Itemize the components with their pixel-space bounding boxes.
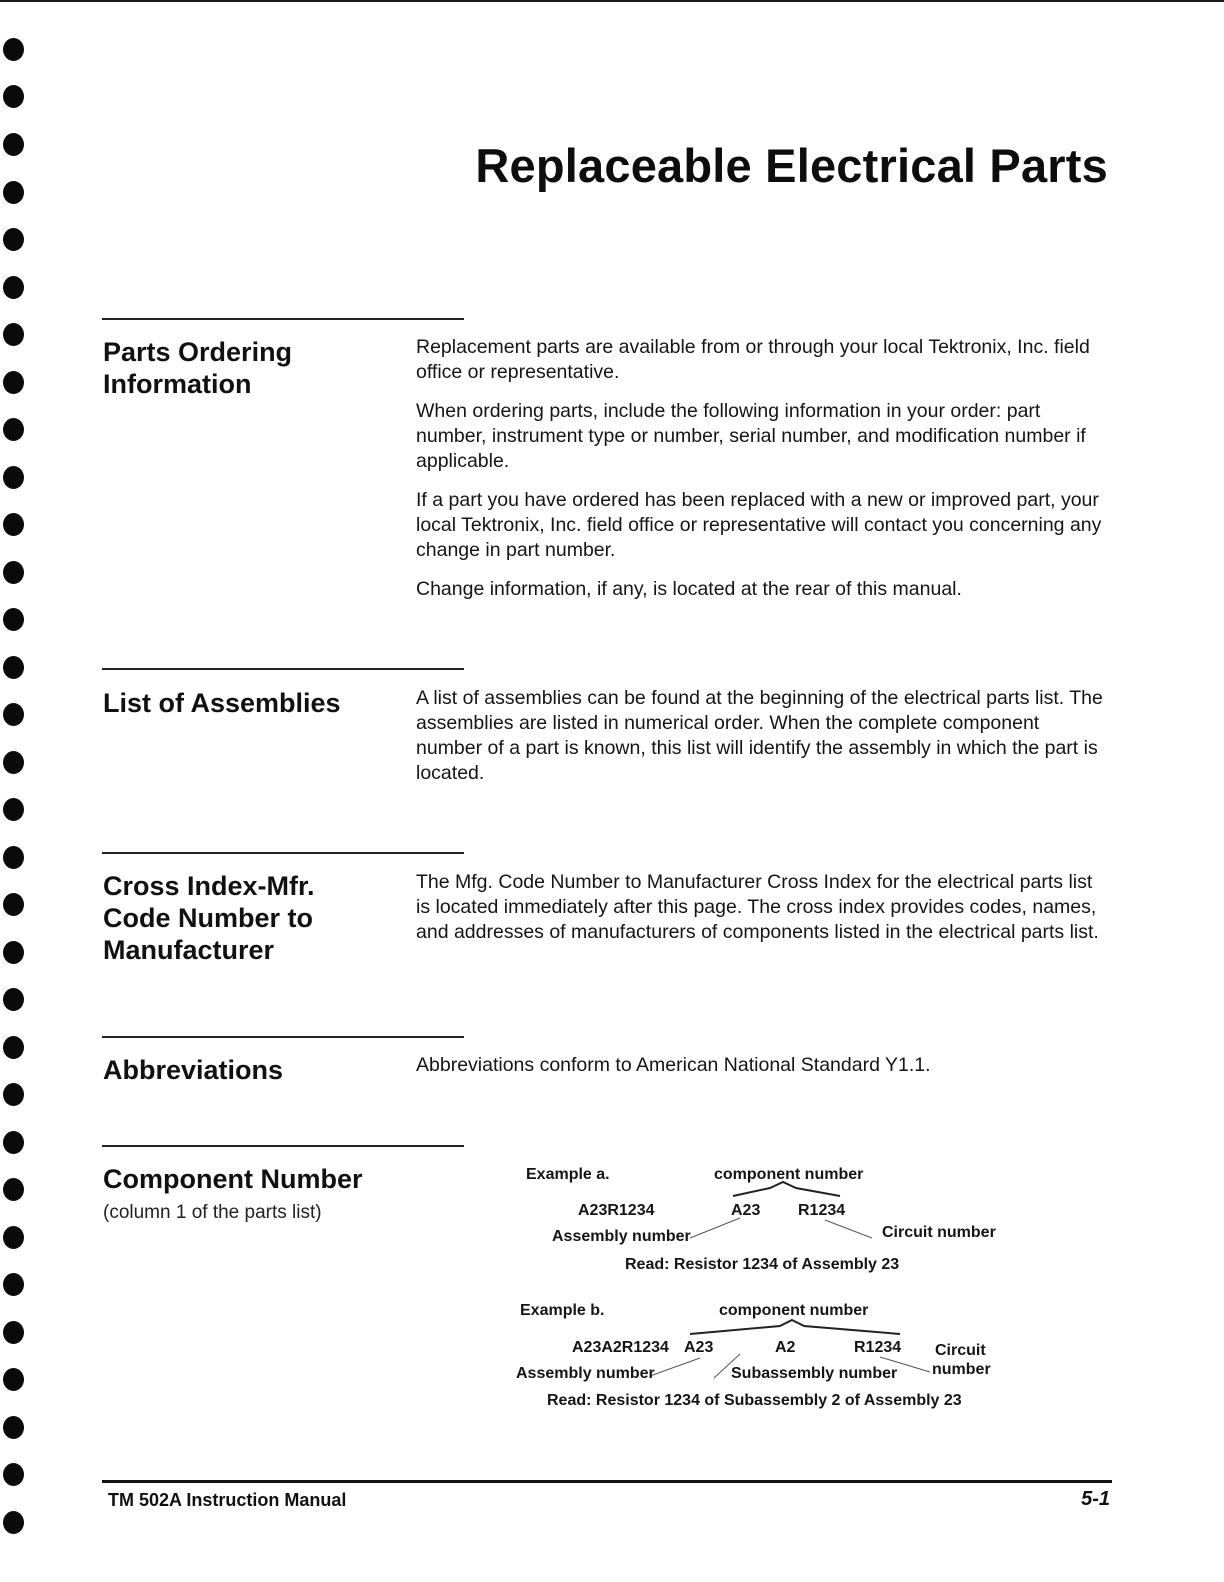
section-rule	[102, 1036, 464, 1038]
footer-page-number: 5-1	[1081, 1488, 1110, 1510]
binder-hole	[3, 1131, 24, 1154]
example-b-label: Example b.	[520, 1302, 605, 1319]
example-b-circuit-label-line2: number	[932, 1361, 991, 1378]
example-b-circuit: R1234	[854, 1339, 902, 1356]
example-b-subassembly-label: Subassembly number	[731, 1365, 898, 1382]
binder-hole	[3, 228, 24, 251]
section-heading-list-of-assemblies: List of Assemblies	[103, 688, 341, 718]
section-heading-abbreviations: Abbreviations	[103, 1055, 284, 1085]
example-b-component-label: component number	[719, 1302, 869, 1319]
example-b-circuit-label-line1: Circuit	[935, 1342, 986, 1359]
example-b-subassembly: A2	[775, 1339, 796, 1356]
paragraph: A list of assemblies can be found at the beginning of the electrical parts list. The assemblies are listed in numerical order. When the complete component number of a part is known, this list will identify the assembly in which the part is located.	[416, 687, 1103, 784]
binder-hole	[3, 323, 24, 346]
paragraph: Change information, if any, is located at the rear of this manual.	[416, 578, 962, 600]
binder-hole	[3, 466, 24, 489]
binder-hole	[3, 1226, 24, 1249]
section-heading-parts-ordering: Parts Ordering Information	[103, 337, 293, 399]
example-a-circuit: R1234	[798, 1202, 846, 1219]
binder-holes	[0, 0, 40, 1582]
binder-hole	[3, 988, 24, 1011]
binder-hole	[3, 846, 24, 869]
section-body-abbreviations	[416, 1053, 1106, 1092]
example-a-circuit-label: Circuit number	[882, 1224, 996, 1241]
section-body-parts-ordering	[416, 335, 1106, 616]
paragraph: When ordering parts, include the following information in your order: part number, instrument type or number, serial number, and modification number if applicable.	[416, 400, 1086, 472]
binder-hole	[3, 1511, 24, 1534]
section-subheading-component-number: (column 1 of the parts list)	[103, 1202, 322, 1223]
example-a-assembly-label: Assembly number	[552, 1228, 691, 1245]
footer-rule	[102, 1480, 1112, 1483]
binder-hole	[3, 418, 24, 441]
example-b-read: Read: Resistor 1234 of Subassembly 2 of Assembly 23	[547, 1392, 962, 1409]
binder-hole	[3, 656, 24, 679]
component-number-diagram	[500, 1160, 1060, 1430]
paragraph: The Mfg. Code Number to Manufacturer Cross Index for the electrical parts list is located immediately after this page. The cross index provides codes, names, and addresses of manufacturers of components listed in the electrical parts list.	[416, 871, 1099, 943]
binder-hole	[3, 38, 24, 61]
example-a-full-code: A23R1234	[578, 1202, 655, 1219]
footer-manual-title: TM 502A Instruction Manual	[108, 1490, 347, 1510]
binder-hole	[3, 513, 24, 536]
section-rule	[102, 1145, 464, 1147]
binder-hole	[3, 1416, 24, 1439]
binder-hole	[3, 1178, 24, 1201]
section-heading-component-number: Component Number	[103, 1164, 363, 1194]
section-body-list-of-assemblies	[416, 686, 1106, 800]
binder-hole	[3, 1463, 24, 1486]
example-a-read: Read: Resistor 1234 of Assembly 23	[625, 1256, 900, 1273]
binder-hole	[3, 276, 24, 299]
binder-hole	[3, 703, 24, 726]
paragraph: Abbreviations conform to American National Standard Y1.1.	[416, 1054, 931, 1076]
leader-assembly-b	[650, 1358, 700, 1376]
example-a-label: Example a.	[526, 1166, 610, 1183]
binder-hole	[3, 561, 24, 584]
binder-hole	[3, 85, 24, 108]
section-rule	[102, 852, 464, 854]
brace-a	[733, 1182, 840, 1196]
binder-hole	[3, 941, 24, 964]
binder-hole	[3, 1321, 24, 1344]
binder-hole	[3, 893, 24, 916]
binder-hole	[3, 181, 24, 204]
leader-assembly-a	[690, 1218, 740, 1238]
binder-hole	[3, 1368, 24, 1391]
section-body-cross-index	[416, 870, 1106, 959]
paragraph: Replacement parts are available from or through your local Tektronix, Inc. field office or representative.	[416, 336, 1090, 383]
example-b-full-code: A23A2R1234	[572, 1339, 669, 1356]
example-a-assembly: A23	[731, 1202, 761, 1219]
binder-hole	[3, 798, 24, 821]
section-rule	[102, 318, 464, 320]
brace-b	[690, 1320, 900, 1334]
example-b-assembly: A23	[684, 1339, 714, 1356]
leader-circuit-a	[825, 1220, 872, 1238]
paragraph: If a part you have ordered has been replaced with a new or improved part, your local Tektronix, Inc. field office or representative will contact you concerning any change in part number.	[416, 489, 1102, 561]
example-b-assembly-label: Assembly number	[516, 1365, 655, 1382]
top-edge-rule	[0, 0, 1224, 2]
diagram-leader-lines	[500, 1160, 1060, 1430]
binder-hole	[3, 1083, 24, 1106]
example-a-component-label: component number	[714, 1166, 864, 1183]
section-rule	[102, 668, 464, 670]
binder-hole	[3, 1036, 24, 1059]
binder-hole	[3, 371, 24, 394]
binder-hole	[3, 133, 24, 156]
page-title: Replaceable Electrical Parts	[475, 139, 1108, 192]
section-heading-cross-index: Cross Index-Mfr. Code Number to Manufacturer	[103, 871, 315, 965]
binder-hole	[3, 1273, 24, 1296]
binder-hole	[3, 608, 24, 631]
binder-hole	[3, 751, 24, 774]
